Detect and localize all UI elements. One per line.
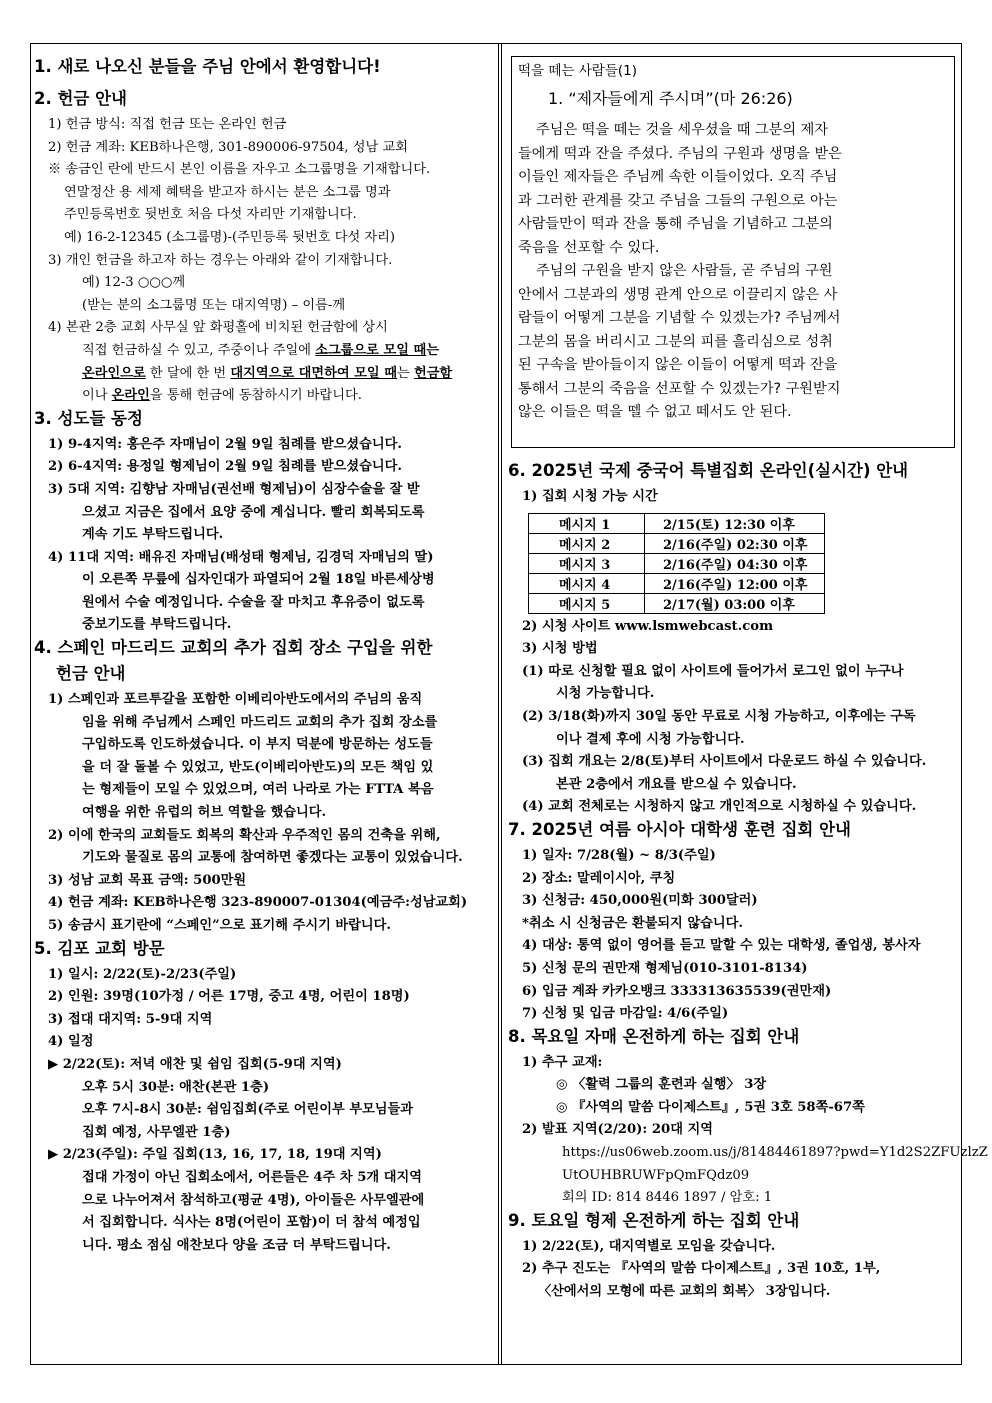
zoom-meeting-id: 회의 ID: 814 8446 1897 / 암호: 1 — [562, 1190, 773, 1206]
madrid-item: 2) 이에 한국의 교회들도 회복의 확산과 우주적인 몸의 건축을 위해, — [48, 827, 441, 843]
visit-schedule-cont: 니다. 평소 점심 애찬보다 양을 조금 더 부탁드립니다. — [82, 1237, 391, 1253]
left-column — [34, 56, 488, 1257]
offering-box-line — [34, 385, 488, 408]
news-item: 4) 11대 지역: 배유진 자매님(배성태 형제님, 김경덕 자매님의 딸) — [48, 549, 434, 565]
personal-offering-example: 예) 12-3 ○○○께 — [82, 275, 186, 291]
webcast-method-item: (3) 집회 개요는 2/8(토)부터 사이트에서 다운로드 하실 수 있습니다. — [522, 754, 927, 770]
webcast-method-item: (4) 교회 전체로는 시청하지 않고 개인적으로 시청하실 수 있습니다. — [522, 799, 917, 815]
article-title: 1. “제자들에게 주시며”(마 26:26) — [548, 89, 793, 108]
offering-note: ※ 송금인 란에 반드시 본인 이름을 자우고 소그룹명을 기재합니다. — [48, 162, 431, 178]
madrid-item-cont: 여행을 위한 유럽의 허브 역할을 했습니다. — [82, 805, 327, 821]
sisters-material: ◎ 『사역의 말씀 다이제스트』, 5권 3호 58쪽-67쪽 — [556, 1099, 865, 1115]
column-divider — [498, 43, 502, 1365]
table-row — [529, 593, 825, 613]
visit-item: 2) 인원: 39명(10가정 / 어른 17명, 중고 4명, 어린이 18명) — [48, 989, 410, 1005]
offering-box-info: 4) 본관 2층 교회 사무실 앞 화평홀에 비치된 헌금함에 상시 — [48, 320, 388, 336]
message-cell: 메시지 1 — [529, 513, 645, 533]
section-7-title: 7. 2025년 여름 아시아 대학생 훈련 집회 안내 — [508, 819, 851, 839]
offering-account: 2) 헌금 계좌: KEB하나은행, 301-890006-97504, 성남 교회 — [48, 139, 408, 155]
training-item: 3) 신청금: 450,000원(미화 300달러) — [522, 893, 758, 909]
table-row — [529, 533, 825, 553]
visit-schedule-cont: 집회 예정, 사무엘관 1층) — [82, 1124, 231, 1140]
table-row — [529, 573, 825, 593]
article-line: 통해서 그분의 죽음을 선포할 수 있겠는가? 구원받지 — [518, 380, 841, 397]
visit-item: 1) 일시: 2/22(토)-2/23(주일) — [48, 966, 237, 982]
brothers-item-cont: 〈산에서의 모형에 따른 교회의 회복〉 3장입니다. — [538, 1284, 831, 1300]
training-item: 5) 신청 문의 권만재 형제님(010-3101-8134) — [522, 960, 808, 976]
news-item: 3) 5대 지역: 김향남 자매님(권선배 형제님)이 심장수술을 잘 받 — [48, 481, 420, 497]
text: 는 — [397, 365, 414, 381]
visit-schedule: ▶ 2/22(토): 저녁 애찬 및 쉼임 집회(5-9대 지역) — [48, 1056, 342, 1072]
article-line: 그분의 몸을 버리시고 그분의 피를 흘리심으로 성취 — [518, 333, 833, 350]
article-line: 사람들만이 떡과 잔을 통해 주님을 기념하고 그분의 — [518, 216, 833, 232]
offering-box-line — [34, 363, 488, 386]
article-line: 않은 이들은 떡을 뗄 수 없고 떼서도 안 된다. — [518, 404, 792, 420]
emphasis-district: 대지역으로 대면하여 모일 때 — [230, 365, 398, 381]
offering-note-line: 주민등록번호 뒷번호 처음 다섯 자리만 기재합니다. — [64, 207, 357, 223]
offering-method: 1) 헌금 방식: 직접 헌금 또는 온라인 헌금 — [48, 117, 287, 132]
sisters-item: 1) 추구 교재: — [522, 1054, 603, 1070]
time-cell: 2/16(주일) 02:30 이후 — [645, 533, 825, 553]
section-6-title: 6. 2025년 국제 중국어 특별집회 온라인(실시간) 안내 — [508, 461, 909, 480]
personal-offering: 3) 개인 헌금을 하고자 하는 경우는 아래와 같이 기재합니다. — [48, 252, 393, 268]
right-column — [508, 460, 988, 1304]
news-item-cont: 이 오른쪽 무릎에 십자인대가 파열되어 2월 18일 바른세상병 — [82, 572, 435, 588]
text: 는 — [426, 342, 440, 358]
section-1-title: 1. 새로 나오신 분들을 주님 안에서 환영합니다! — [34, 57, 381, 76]
message-cell: 메시지 4 — [529, 573, 645, 593]
webcast-method-item: (1) 따로 신청할 필요 없이 사이트에 들어가서 로그인 없이 누구나 — [522, 663, 904, 679]
brothers-item: 1) 2/22(토), 대지역별로 모임을 갖습니다. — [522, 1238, 776, 1254]
visit-schedule-cont: 접대 가정이 아닌 집회소에서, 어른들은 4주 차 5개 대지역 — [82, 1169, 422, 1185]
section-4-title: 4. 스페인 마드리드 교회의 추가 집회 장소 구입을 위한 — [34, 638, 433, 658]
article-line: 들에게 떡과 잔을 주셨다. 주님의 구원과 생명을 받은 — [518, 145, 842, 162]
section-5-title: 5. 김포 교회 방문 — [34, 938, 165, 958]
news-item: 1) 9-4지역: 홍은주 자매님이 2월 9일 침례를 받으셨습니다. — [48, 436, 402, 452]
emphasis-online: 온라인으로 — [82, 365, 146, 381]
table-row — [529, 553, 825, 573]
training-item: 7) 신청 및 입금 마감일: 4/6(주일) — [522, 1006, 729, 1022]
madrid-item-cont: 기도와 물질로 몸의 교통에 참여하면 좋겠다는 교통이 있었습니다. — [82, 850, 463, 866]
visit-schedule-cont: 오후 7시-8시 30분: 쉼임집회(주로 어린이부 부모님들과 — [82, 1102, 414, 1118]
article-line: 람들이 어떻게 그분을 기념할 수 있겠는가? 주님께서 — [518, 310, 841, 326]
webcast-method-cont: 시청 가능합니다. — [556, 686, 655, 702]
training-item: 6) 입금 계좌 카카오뱅크 333313635539(권만재) — [522, 983, 832, 999]
message-cell: 메시지 3 — [529, 553, 645, 573]
zoom-link-cont[interactable]: UtOUHBRUWFpQmFQdz09 — [562, 1167, 750, 1183]
article-line: 주님은 떡을 떼는 것을 세우셨을 때 그분의 제자 — [518, 122, 829, 138]
emphasis-offering-box: 헌금함 — [413, 365, 453, 381]
emphasis-online: 온라인 — [111, 388, 150, 404]
training-item: 2) 장소: 말레이시아, 쿠칭 — [522, 870, 676, 886]
news-item: 2) 6-4지역: 용정일 형제님이 2월 9일 침례를 받으셨습니다. — [48, 459, 402, 475]
schedule-heading: 1) 집회 시청 가능 시간 — [522, 489, 658, 504]
offering-example: 예) 16-2-12345 (소그룹명)-(주민등록 뒷번호 다섯 자리) — [64, 229, 395, 245]
visit-schedule-cont: 으로 나누어져서 참석하고(평균 4명), 아이들은 사무엘관에 — [82, 1192, 425, 1208]
section-2-title: 2. 헌금 안내 — [34, 89, 127, 108]
training-item: 1) 일자: 7/28(월) ~ 8/3(주일) — [522, 847, 716, 863]
madrid-item: 5) 송금시 표기란에 “스페인”으로 표기해 주시기 바랍니다. — [48, 918, 391, 933]
article-line: 된 구속을 받아들이지 않은 이들이 어떻게 떡과 잔을 — [518, 357, 838, 373]
offering-note-line: 연말정산 용 세제 혜택을 받고자 하시는 분은 소그룹 명과 — [64, 184, 391, 200]
brothers-item: 2) 추구 진도는 『사역의 말씀 다이제스트』, 3권 10호, 1부, — [522, 1261, 881, 1277]
madrid-item-cont: 는 형제들이 모일 수 있었으며, 여러 나라로 가는 FTTA 복음 — [82, 782, 434, 798]
text: 한 달에 한 번 — [145, 365, 231, 381]
news-item-cont: 원에서 수술 예정입니다. 수술을 잘 마치고 후유증이 없도록 — [82, 594, 425, 610]
article-line: 이들인 제자들은 주님께 속한 이들이었다. 오직 주님 — [518, 169, 838, 185]
madrid-item: 3) 성남 교회 목표 금액: 500만원 — [48, 872, 247, 888]
visit-schedule: ▶ 2/23(주일): 주일 집회(13, 16, 17, 18, 19대 지역) — [48, 1147, 382, 1163]
time-cell: 2/17(월) 03:00 이후 — [645, 593, 825, 613]
article-line: 안에서 그분과의 생명 관계 안으로 이끌리지 않은 사 — [518, 286, 838, 303]
section-9-title: 9. 토요일 형제 온전하게 하는 집회 안내 — [508, 1210, 800, 1230]
time-cell: 2/15(토) 12:30 이후 — [645, 513, 825, 533]
madrid-item-cont: 을 더 잘 돌볼 수 있었고, 반도(이베리아반도)의 모든 책임 있 — [82, 759, 434, 775]
visit-schedule-cont: 오후 5시 30분: 애찬(본관 1층) — [82, 1079, 270, 1095]
news-item-cont: 계속 기도 부탁드립니다. — [82, 527, 224, 543]
section-4-title-cont: 헌금 안내 — [56, 664, 126, 684]
table-row — [529, 513, 825, 533]
schedule-table — [528, 513, 825, 614]
sisters-material: ◎ 〈활력 그룹의 훈련과 실행〉 3장 — [556, 1077, 767, 1093]
article-header: 떡을 떼는 사람들(1) — [518, 63, 637, 79]
madrid-item-cont: 구입하도록 인도하셨습니다. 이 부지 덕분에 방문하는 성도들 — [82, 737, 433, 753]
article-box — [511, 56, 955, 448]
news-item-cont: 중보기도를 부탁드립니다. — [82, 617, 232, 633]
article-line: 주님의 구원을 받지 않은 사람들, 곧 주님의 구원 — [518, 263, 833, 279]
text: 이나 — [82, 388, 112, 404]
zoom-link[interactable]: https://us06web.zoom.us/j/81484461897?pwd=Y1d2S2ZFUzlzZ — [562, 1145, 988, 1161]
time-cell: 2/16(주일) 12:00 이후 — [645, 573, 825, 593]
webcast-method-cont: 이나 결제 후에 시청 가능합니다. — [556, 731, 745, 747]
news-item-cont: 으셨고 지금은 집에서 요양 중에 계십니다. 빨리 회복되도록 — [82, 504, 425, 520]
message-cell: 메시지 2 — [529, 533, 645, 553]
offering-box-line — [34, 340, 488, 363]
visit-schedule-cont: 서 집회합니다. 식사는 8명(어린이 포함)이 더 참석 예정입 — [82, 1215, 421, 1231]
article-line: 죽음을 선포할 수 있다. — [518, 239, 660, 256]
webcast-method: 3) 시청 방법 — [522, 641, 598, 657]
webcast-method-item: (2) 3/18(화)까지 30일 동안 무료로 시청 가능하고, 이후에는 구독 — [522, 708, 916, 724]
emphasis-small-group: 소그룹으로 모일 때 — [315, 342, 427, 358]
sisters-item: 2) 발표 지역(2/20): 20대 지역 — [522, 1122, 713, 1138]
training-item: 4) 대상: 통역 없이 영어를 듣고 말할 수 있는 대학생, 졸업생, 봉사자 — [522, 938, 921, 954]
training-note: *취소 시 신청금은 환불되지 않습니다. — [522, 915, 743, 931]
webcast-site: 2) 시청 사이트 www.lsmwebcast.com — [522, 618, 774, 634]
message-cell: 메시지 5 — [529, 593, 645, 613]
text: 을 통해 헌금에 동참하시기 바랍니다. — [149, 388, 362, 404]
article-line: 과 그러한 관계를 갖고 주님을 그들의 구원으로 아는 — [518, 192, 838, 209]
section-3-title: 3. 성도들 동정 — [34, 408, 143, 428]
section-8-title: 8. 목요일 자매 온전하게 하는 집회 안내 — [508, 1026, 800, 1046]
madrid-item-cont: 임을 위해 주님께서 스페인 마드리드 교회의 추가 집회 장소를 — [82, 714, 438, 730]
visit-item: 3) 접대 대지역: 5-9대 지역 — [48, 1011, 213, 1027]
webcast-method-cont: 본관 2층에서 개요를 받으실 수 있습니다. — [556, 776, 797, 792]
visit-item: 4) 일정 — [48, 1034, 94, 1050]
text: 직접 헌금하실 수 있고, 주중이나 주일에 — [82, 342, 316, 358]
time-cell: 2/16(주일) 04:30 이후 — [645, 553, 825, 573]
madrid-item: 4) 헌금 계좌: KEB하나은행 323-890007-01304(예금주:성남교회) — [48, 895, 468, 911]
personal-offering-format: (받는 분의 소그룹명 또는 대지역명) – 이름-께 — [82, 297, 346, 313]
madrid-item: 1) 스페인과 포르투갈을 포함한 이베리아반도에서의 주님의 움직 — [48, 692, 423, 708]
